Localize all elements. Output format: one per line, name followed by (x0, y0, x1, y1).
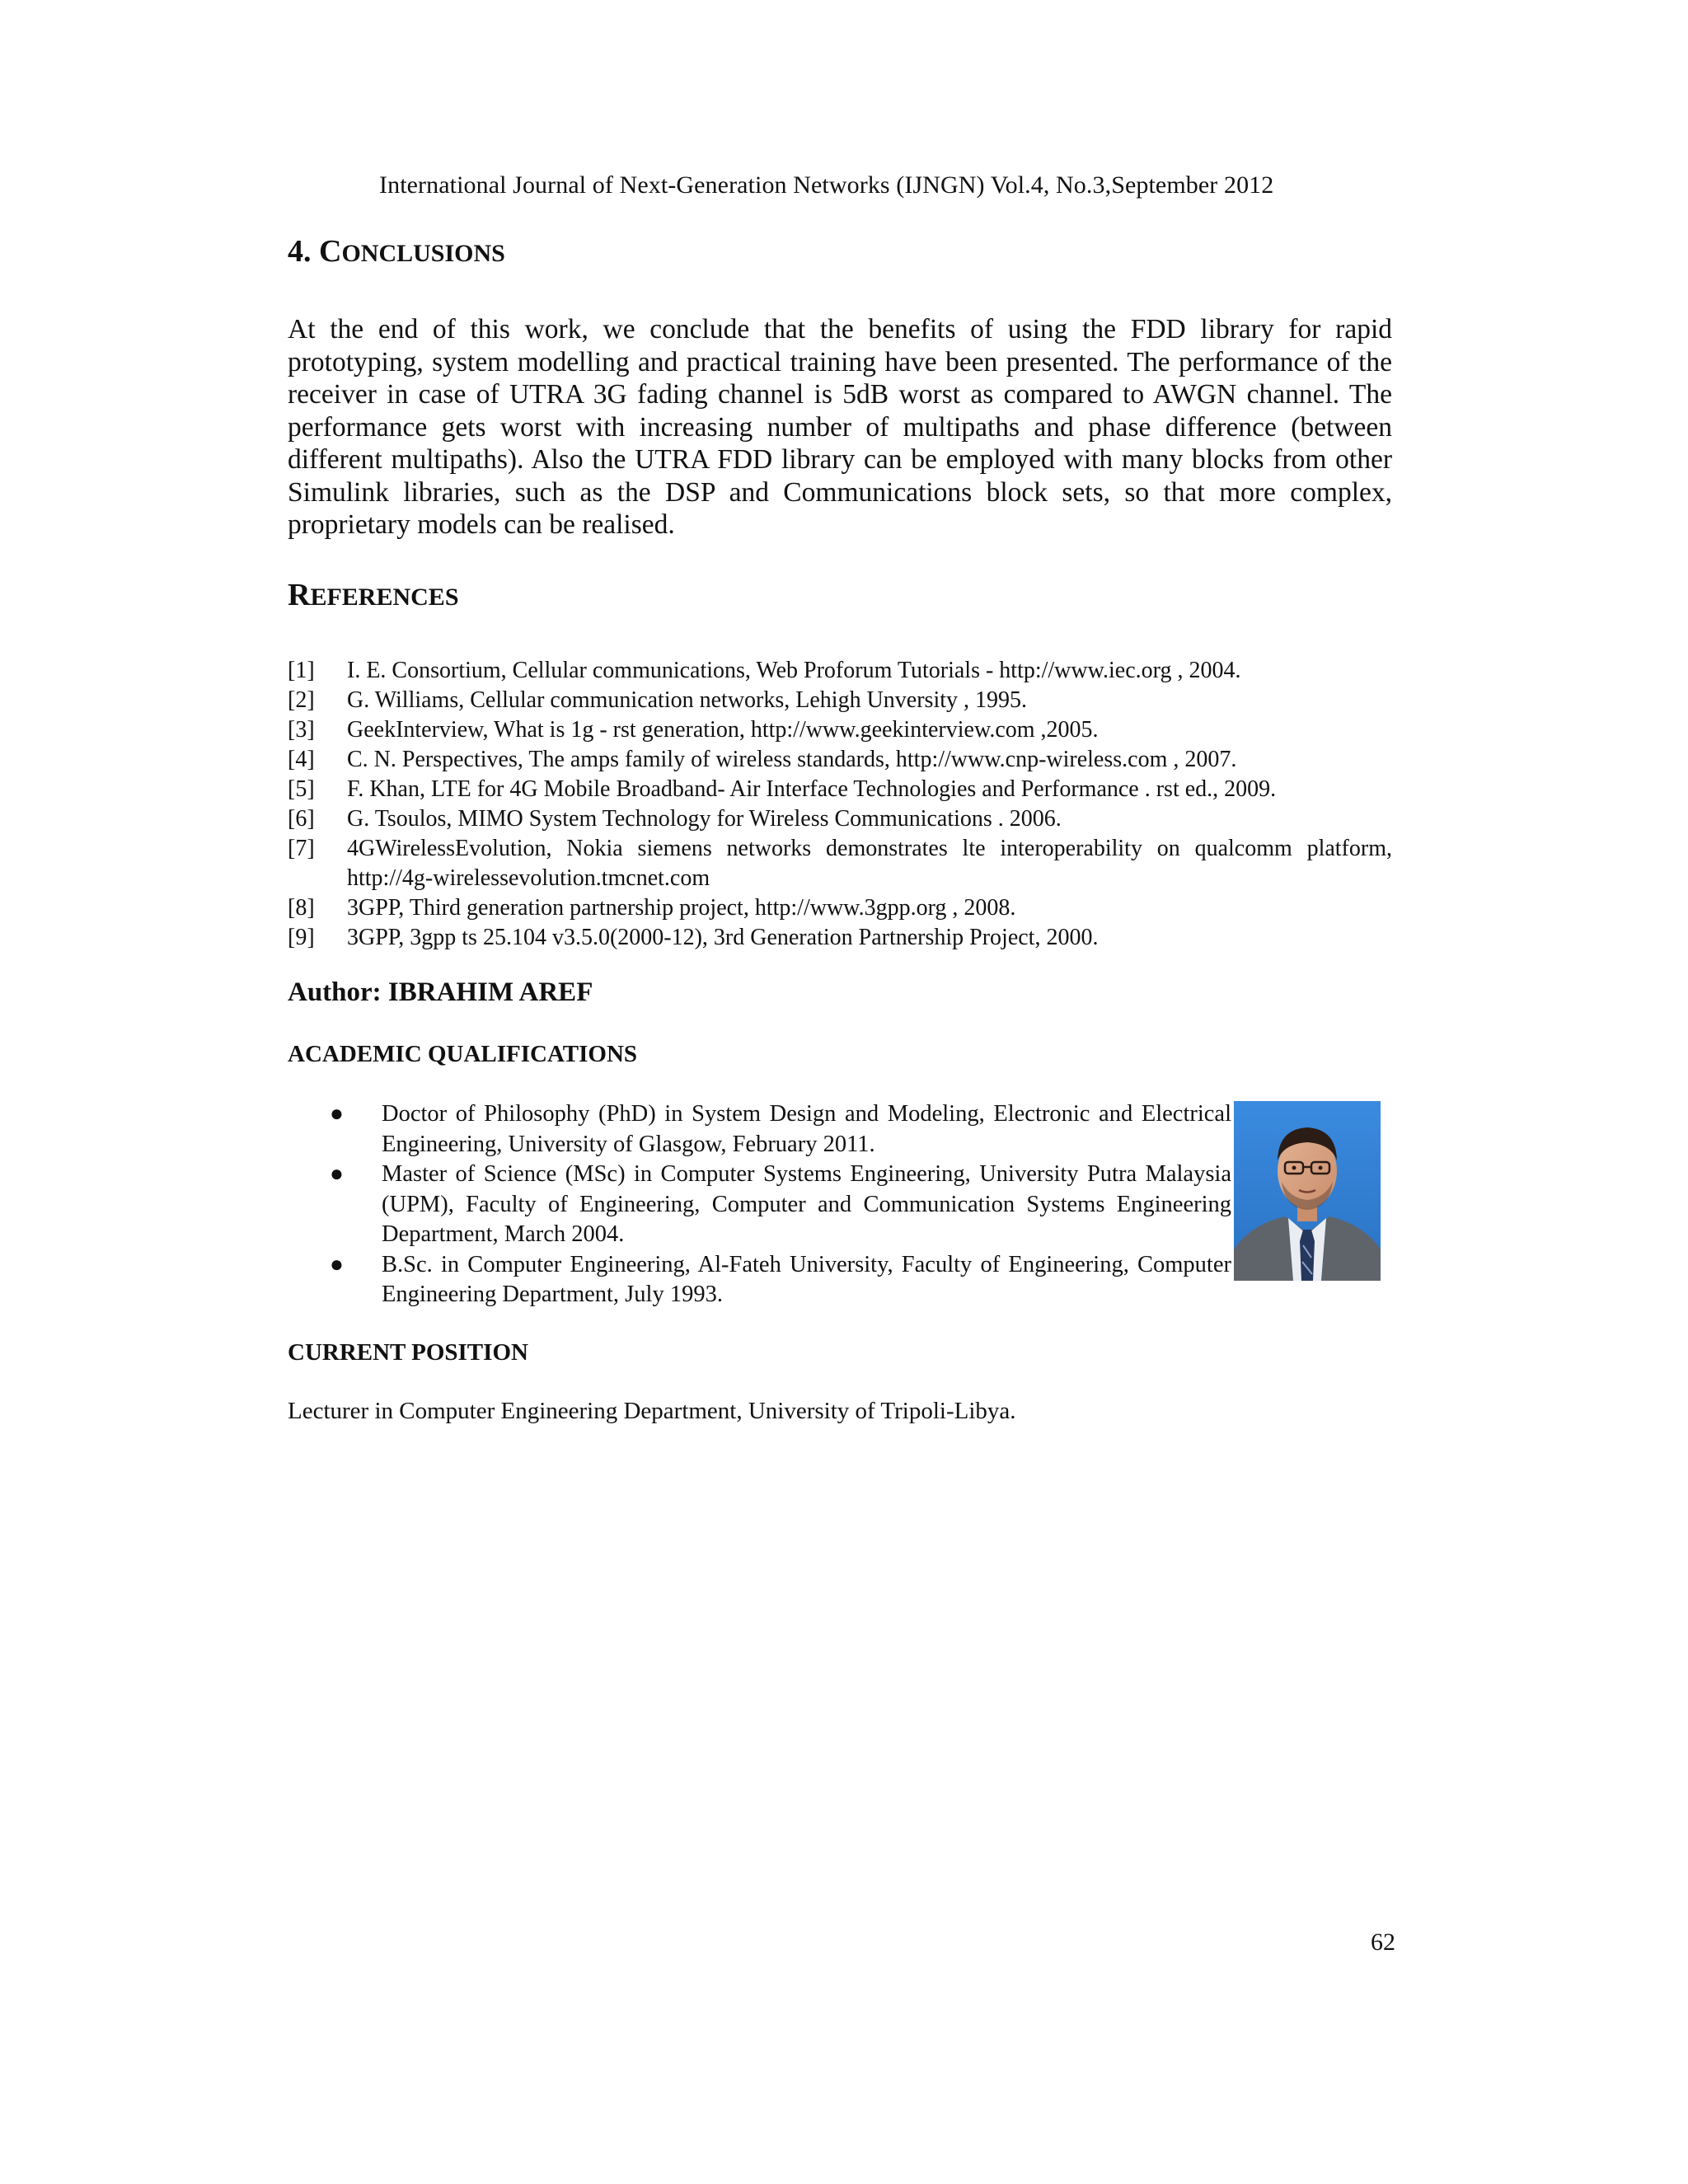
author-heading: Author: IBRAHIM AREF (288, 977, 593, 1007)
reference-number: [7] (288, 836, 315, 861)
references-heading (288, 577, 459, 613)
reference-text: 3GPP, 3gpp ts 25.104 v3.5.0(2000-12), 3rd Generation Partnership Project, 2000. (347, 925, 1099, 950)
reference-list (288, 656, 1392, 953)
bullet-icon: ● (330, 1101, 344, 1127)
reference-number: [9] (288, 925, 315, 950)
reference-text: C. N. Perspectives, The amps family of wireless standards, http://www.cnp-wireless.com , 2007. (347, 747, 1237, 772)
reference-item (288, 893, 1392, 923)
reference-item (288, 715, 1392, 745)
qualification-item (330, 1099, 1231, 1160)
reference-item (288, 745, 1392, 775)
reference-item (288, 656, 1392, 686)
reference-item (288, 686, 1392, 715)
reference-number: [4] (288, 747, 315, 772)
reference-number: [3] (288, 717, 315, 743)
reference-number: [5] (288, 776, 315, 802)
reference-text: GeekInterview, What is 1g - rst generation, http://www.geekinterview.com ,2005. (347, 717, 1099, 743)
qualification-text: B.Sc. in Computer Engineering, Al-Fateh University, Faculty of Engineering, Computer Engineering Department, July 1993. (382, 1251, 1231, 1307)
heading-initial: C (319, 234, 342, 269)
reference-item (288, 834, 1392, 893)
reference-text: G. Williams, Cellular communication networks, Lehigh Unversity , 1995. (347, 687, 1028, 713)
heading-rest: ONCLUSIONS (341, 240, 505, 267)
reference-text: I. E. Consortium, Cellular communications, Web Proforum Tutorials - http://www.iec.org , 2004. (347, 658, 1241, 683)
conclusions-heading (288, 233, 505, 269)
current-position-heading: CURRENT POSITION (288, 1339, 528, 1366)
running-header: International Journal of Next-Generation Networks (IJNGN) Vol.4, No.3,September 2012 (379, 171, 1274, 199)
reference-text: G. Tsoulos, MIMO System Technology for Wireless Communications . 2006. (347, 806, 1062, 832)
bullet-icon: ● (330, 1251, 344, 1277)
qualification-text: Master of Science (MSc) in Computer Systems Engineering, University Putra Malaysia (UPM), Faculty of Engineering, Computer and Communication Systems Engineering Department, March 2004. (382, 1161, 1231, 1247)
reference-text: F. Khan, LTE for 4G Mobile Broadband- Air Interface Technologies and Performance . rst ed., 2009. (347, 776, 1277, 802)
reference-item (288, 775, 1392, 804)
reference-text: 4GWirelessEvolution, Nokia siemens networks demonstrates lte interoperability on qualcomm platform, http://4g-wirelessevolution.tmcnet.com (347, 836, 1392, 891)
conclusions-body: At the end of this work, we conclude that the benefits of using the FDD library for rapid prototyping, system modelling and practical training have been presented. The performance of the receiver in case of UTRA 3G fading channel is 5dB worst as compared to AWGN channel. The performance gets worst with increasing number of multipaths and phase difference (between different multipaths). Also the UTRA FDD library can be employed with many blocks from other Simulink libraries, such as the DSP and Communications block sets, so that more complex, proprietary models can be realised. (288, 314, 1392, 540)
heading-initial: R (288, 578, 311, 612)
qualification-item (330, 1250, 1231, 1310)
qualification-item (330, 1160, 1231, 1250)
section-number: 4. (288, 234, 319, 269)
reference-number: [6] (288, 806, 315, 832)
page-number: 62 (1371, 1929, 1395, 1956)
bullet-icon: ● (330, 1161, 344, 1187)
qualification-text: Doctor of Philosophy (PhD) in System Design and Modeling, Electronic and Electrical Engineering, University of Glasgow, February 2011. (382, 1101, 1231, 1157)
reference-number: [8] (288, 895, 315, 921)
heading-rest: EFERENCES (310, 583, 459, 611)
current-position-text: Lecturer in Computer Engineering Department, University of Tripoli-Libya. (288, 1398, 1016, 1424)
reference-item (288, 804, 1392, 834)
reference-item (288, 923, 1392, 953)
reference-number: [1] (288, 658, 315, 683)
qualifications-list (330, 1099, 1231, 1310)
qualifications-heading: ACADEMIC QUALIFICATIONS (288, 1041, 638, 1067)
reference-text: 3GPP, Third generation partnership project, http://www.3gpp.org , 2008. (347, 895, 1016, 921)
reference-number: [2] (288, 687, 315, 713)
author-photo (1234, 1101, 1381, 1281)
